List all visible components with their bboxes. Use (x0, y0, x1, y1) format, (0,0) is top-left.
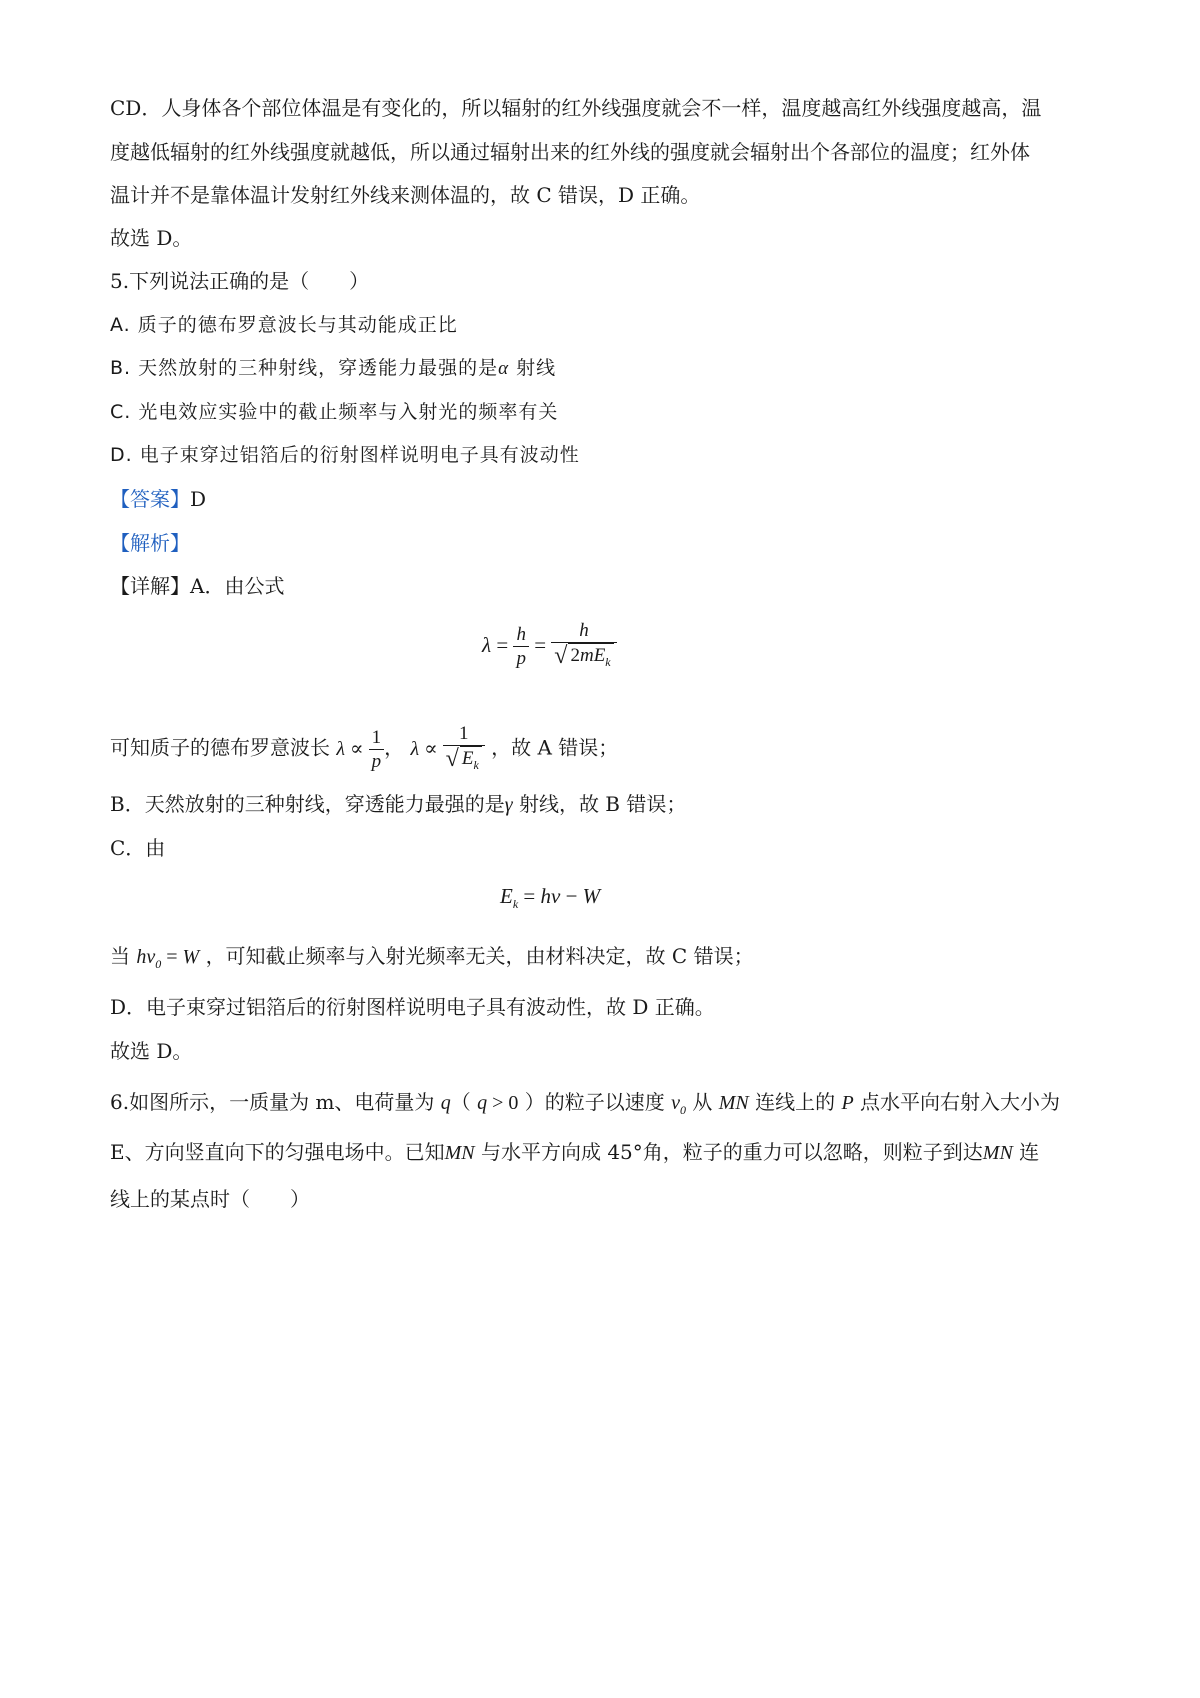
proportional-formula-2: λ ∝ $\frac{1}{√ E_k}$ (410, 738, 484, 760)
velocity-symbol: $v_0$ (671, 1092, 687, 1117)
option-a: A. 质子的德布罗意波长与其动能成正比 (110, 314, 458, 336)
charge-symbol: q (440, 1092, 451, 1114)
question-6-stem-line-3: 线上的某点时（ ） (110, 1187, 310, 1211)
alpha-symbol: α (498, 358, 510, 379)
line-mn: MN (444, 1142, 475, 1164)
analysis-tag: 【解析】 (110, 531, 190, 555)
debroglie-formula: λ = $\frac{h}{p}$ = $\frac{h}{√ 2mE_k}$ (482, 620, 617, 674)
answer-tag: 【答案】 (110, 487, 190, 511)
threshold-line: 当 $h\nu_0 = W$ ，可知截止频率与入射光频率无关，由材料决定，故 C 错误； (110, 944, 754, 971)
question-6-stem-line-2: E、方向竖直向下的匀强电场中。已知MN 与水平方向成 45°角，粒子的重力可以忽略，则粒子到达MN 连 (110, 1140, 1040, 1164)
option-b-explanation: B．天然放射的三种射线，穿透能力最强的是γ 射线，故 B 错误； (110, 792, 687, 816)
line-mn: MN (982, 1142, 1013, 1164)
option-c: C. 光电效应实验中的截止频率与入射光的频率有关 (110, 401, 559, 423)
paragraph-line: 度越低辐射的红外线强度就越低，所以通过辐射出来的红外线的强度就会辐射出个各部位的温度；红外体 (110, 140, 1030, 164)
paragraph-line: 故选 D。 (110, 1039, 193, 1063)
detail-line: 【详解】A．由公式 (110, 574, 285, 598)
question-6-stem-line-1: 6.如图所示，一质量为 m、电荷量为 q（ q > 0 ）的粒子以速度 $v_0$ 从 MN 连线上的 P 点水平向右射入大小为 (110, 1090, 1061, 1117)
option-d-explanation: D．电子束穿过铝箔后的衍射图样说明电子具有波动性，故 D 正确。 (110, 995, 715, 1019)
option-c-explanation: C．由 (110, 836, 166, 860)
proportional-formula-1: λ ∝ $\frac{1}{p}$ (336, 738, 384, 760)
gamma-symbol: γ (504, 794, 513, 816)
point-p: P (841, 1092, 854, 1114)
proportional-line: 可知质子的德布罗意波长 λ ∝ $\frac{1}{p}$ ， λ ∝ $\frac{1}{√ E_k}$ ，故 A 错误； (110, 723, 618, 777)
paragraph-line: 故选 D。 (110, 226, 193, 250)
line-mn: MN (718, 1092, 749, 1114)
charge-condition: q > 0 (477, 1092, 519, 1114)
paragraph-line: 温计并不是靠体温计发射红外线来测体温的，故 C 错误，D 正确。 (110, 183, 701, 207)
answer-value: D (190, 487, 207, 511)
photoelectric-equation: $E_k = h\nu - W$ (500, 884, 601, 911)
paragraph-line: CD．人身体各个部位体温是有变化的，所以辐射的红外线强度就会不一样，温度越高红外线强度越高，温 (110, 96, 1042, 120)
question-5-stem: 5.下列说法正确的是（ ） (110, 269, 370, 293)
answer-line (110, 484, 206, 514)
option-b: B. 天然放射的三种射线，穿透能力最强的是α 射线 (110, 357, 557, 379)
option-d: D. 电子束穿过铝箔后的衍射图样说明电子具有波动性 (110, 444, 580, 466)
threshold-formula: $h\nu_0 = W$ (136, 946, 200, 971)
